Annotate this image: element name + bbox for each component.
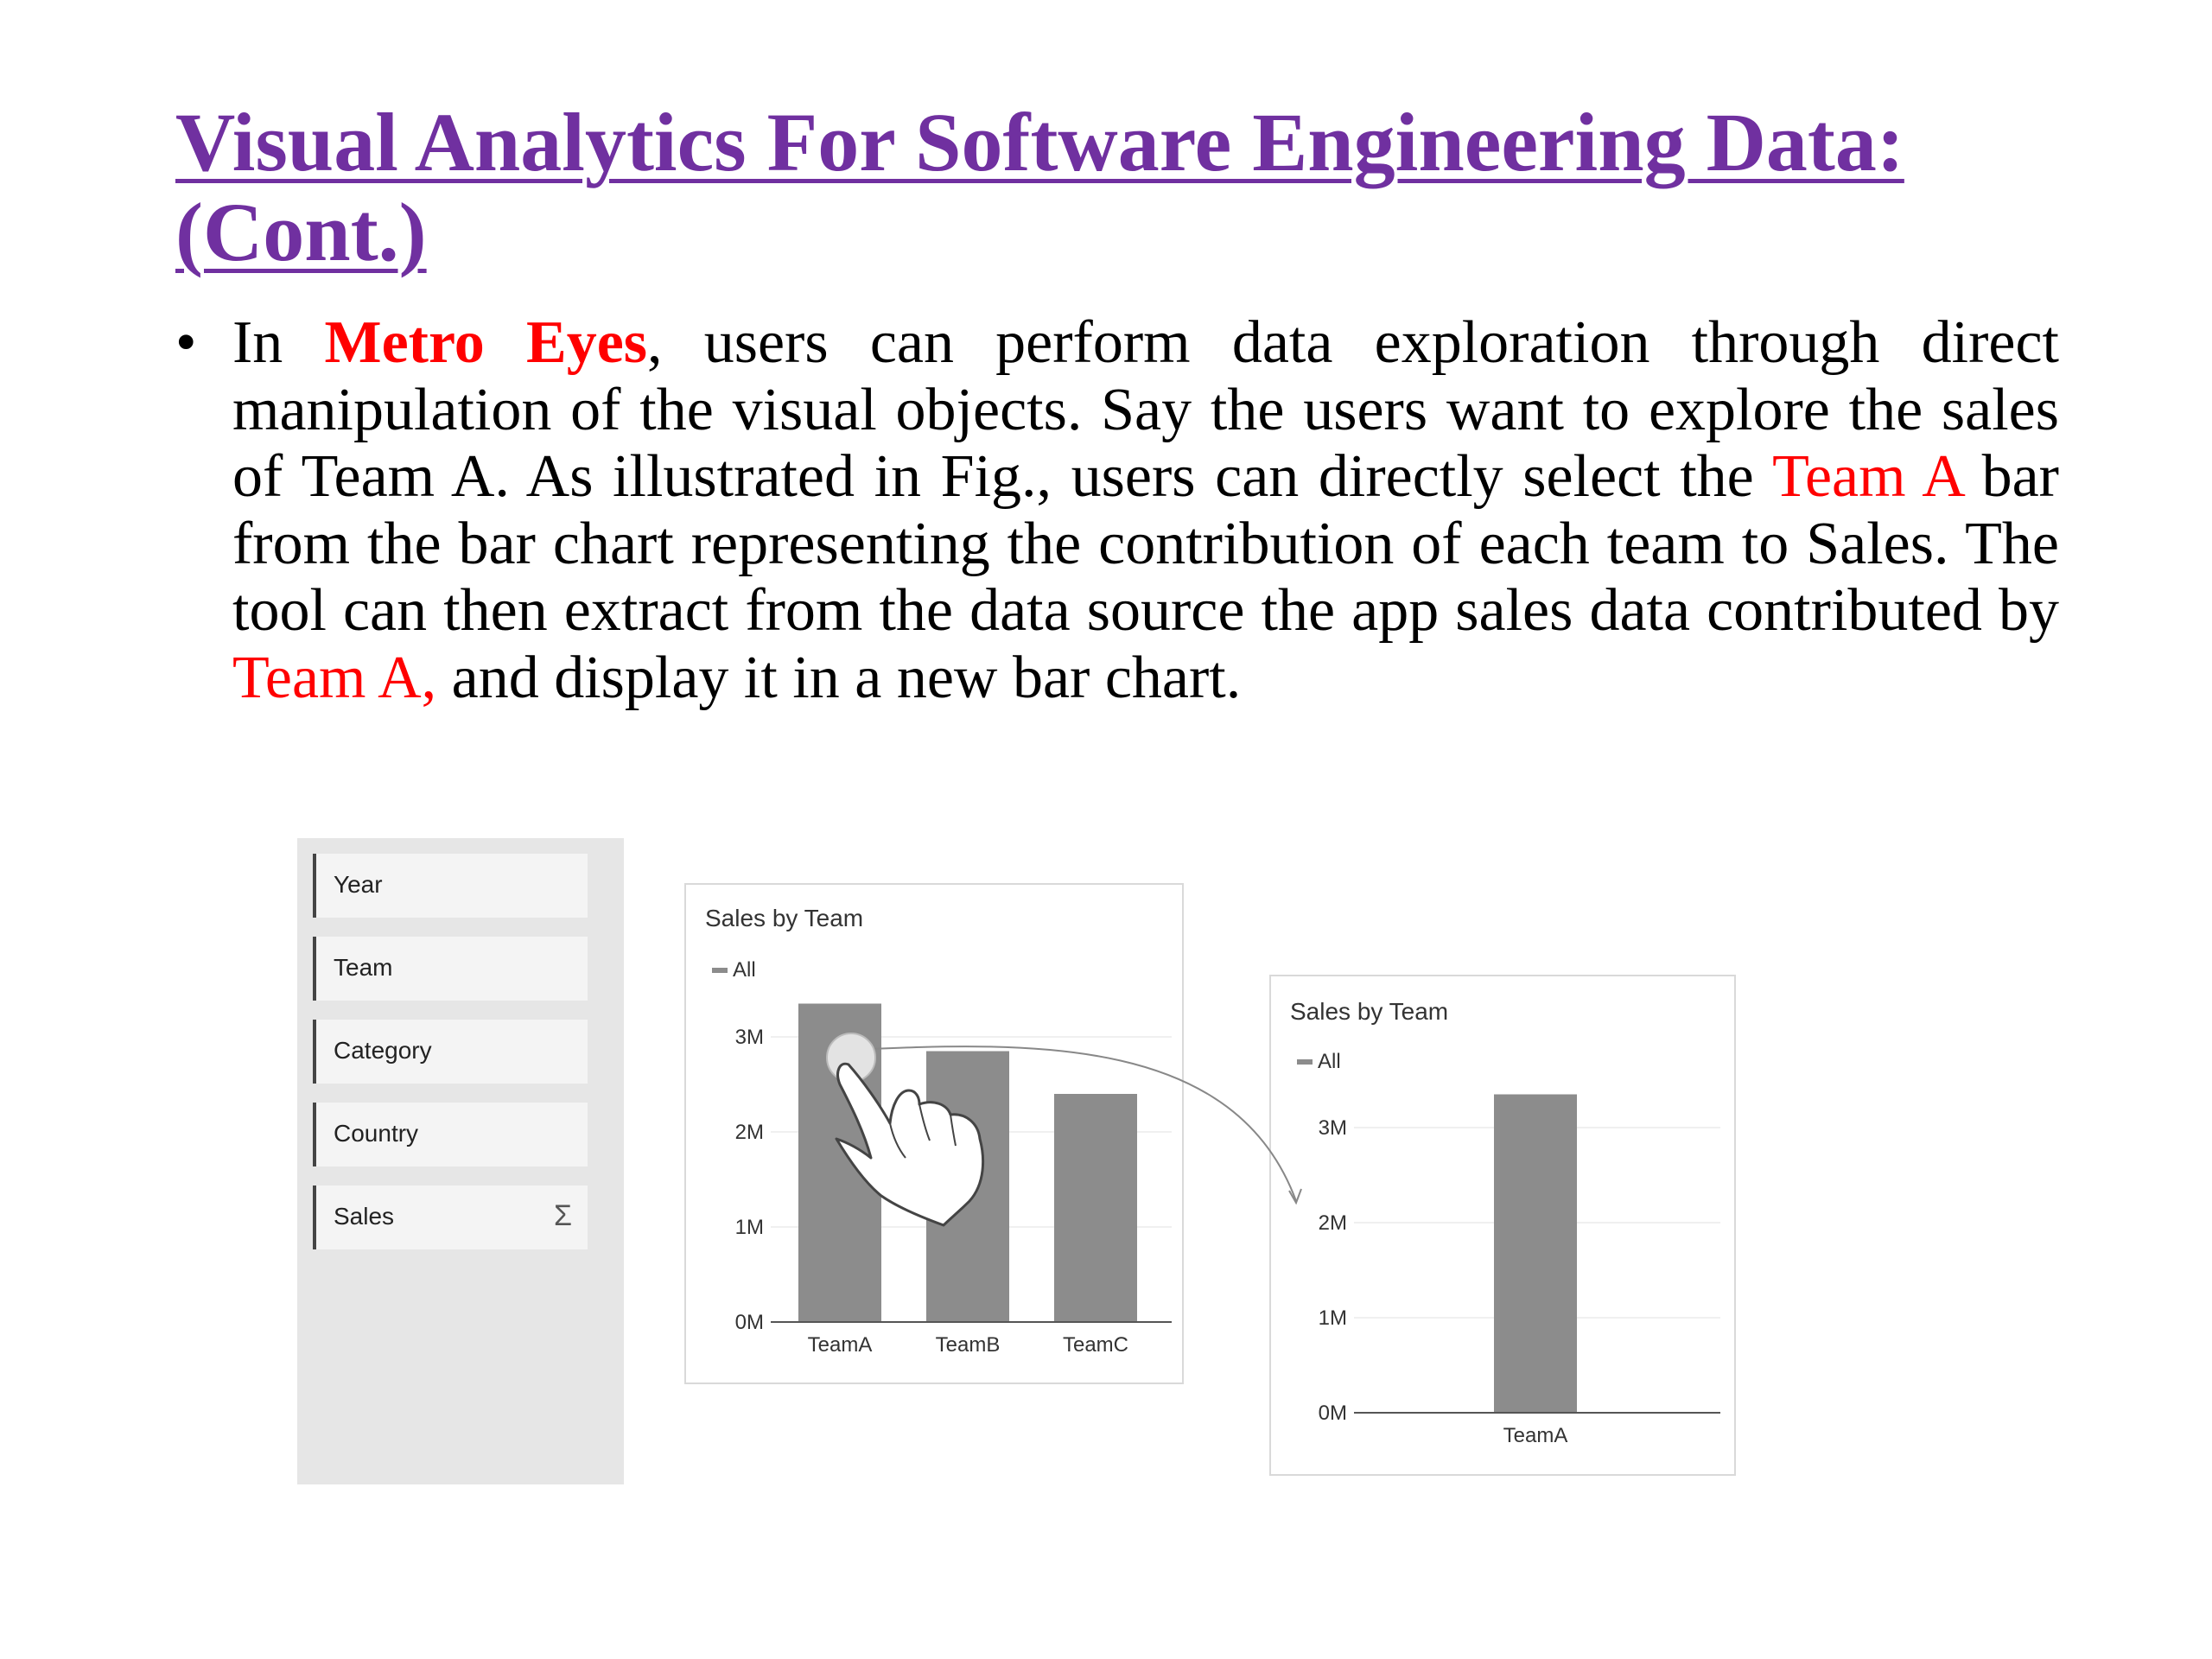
hand-pointer-icon [836,1064,983,1225]
y-tick-label: 0M [1318,1402,1347,1425]
legend-label: All [1318,1050,1341,1073]
x-tick-label: TeamC [1062,1333,1129,1357]
text-segment: In [232,309,325,376]
x-tick-label: TeamA [807,1333,873,1357]
field-label: Team [334,954,393,981]
highlight-metro-eyes: Metro Eyes [324,309,648,376]
text-segment: and display it in a new bar chart. [436,644,1242,711]
x-tick-label: TeamA [1503,1424,1568,1447]
bullet-marker: • [175,309,197,376]
y-tick-label: 1M [1318,1306,1347,1330]
field-label: Category [334,1037,432,1064]
y-tick-label: 2M [734,1121,764,1144]
sigma-icon: Σ [553,1199,572,1232]
text-segment: , users can perform data exploration through direct manipulation of the visual objects. Say the users want to explore the sales of Team A. As illustrated in Fig., users can directly select the [232,309,2059,510]
y-tick-label: 1M [734,1216,764,1239]
field-label: Year [334,871,383,898]
y-tick-label: 0M [734,1311,764,1334]
text-segment: bar from the bar chart representing the contribution of each team to Sales. The tool can then extract from the data source the app sales data contributed by [232,443,2059,644]
slide-title-line2: (Cont.) [175,186,427,278]
field-label: Sales [334,1203,395,1230]
highlight-team-a: Team A, [232,644,437,711]
y-tick-label: 2M [1318,1211,1347,1235]
slide-title-line1: Visual Analytics For Software Engineering Data: [175,96,1904,188]
y-tick-label: 3M [734,1026,764,1049]
chart-title: Sales by Team [705,905,864,931]
y-tick-label: 3M [1318,1116,1347,1140]
highlight-team-a: Team A [1772,443,1962,510]
field-label: Country [334,1120,419,1147]
x-tick-label: TeamB [935,1333,1001,1357]
arrowhead-icon [1289,1189,1301,1203]
legend-label: All [733,958,756,982]
chart-title: Sales by Team [1290,998,1449,1025]
